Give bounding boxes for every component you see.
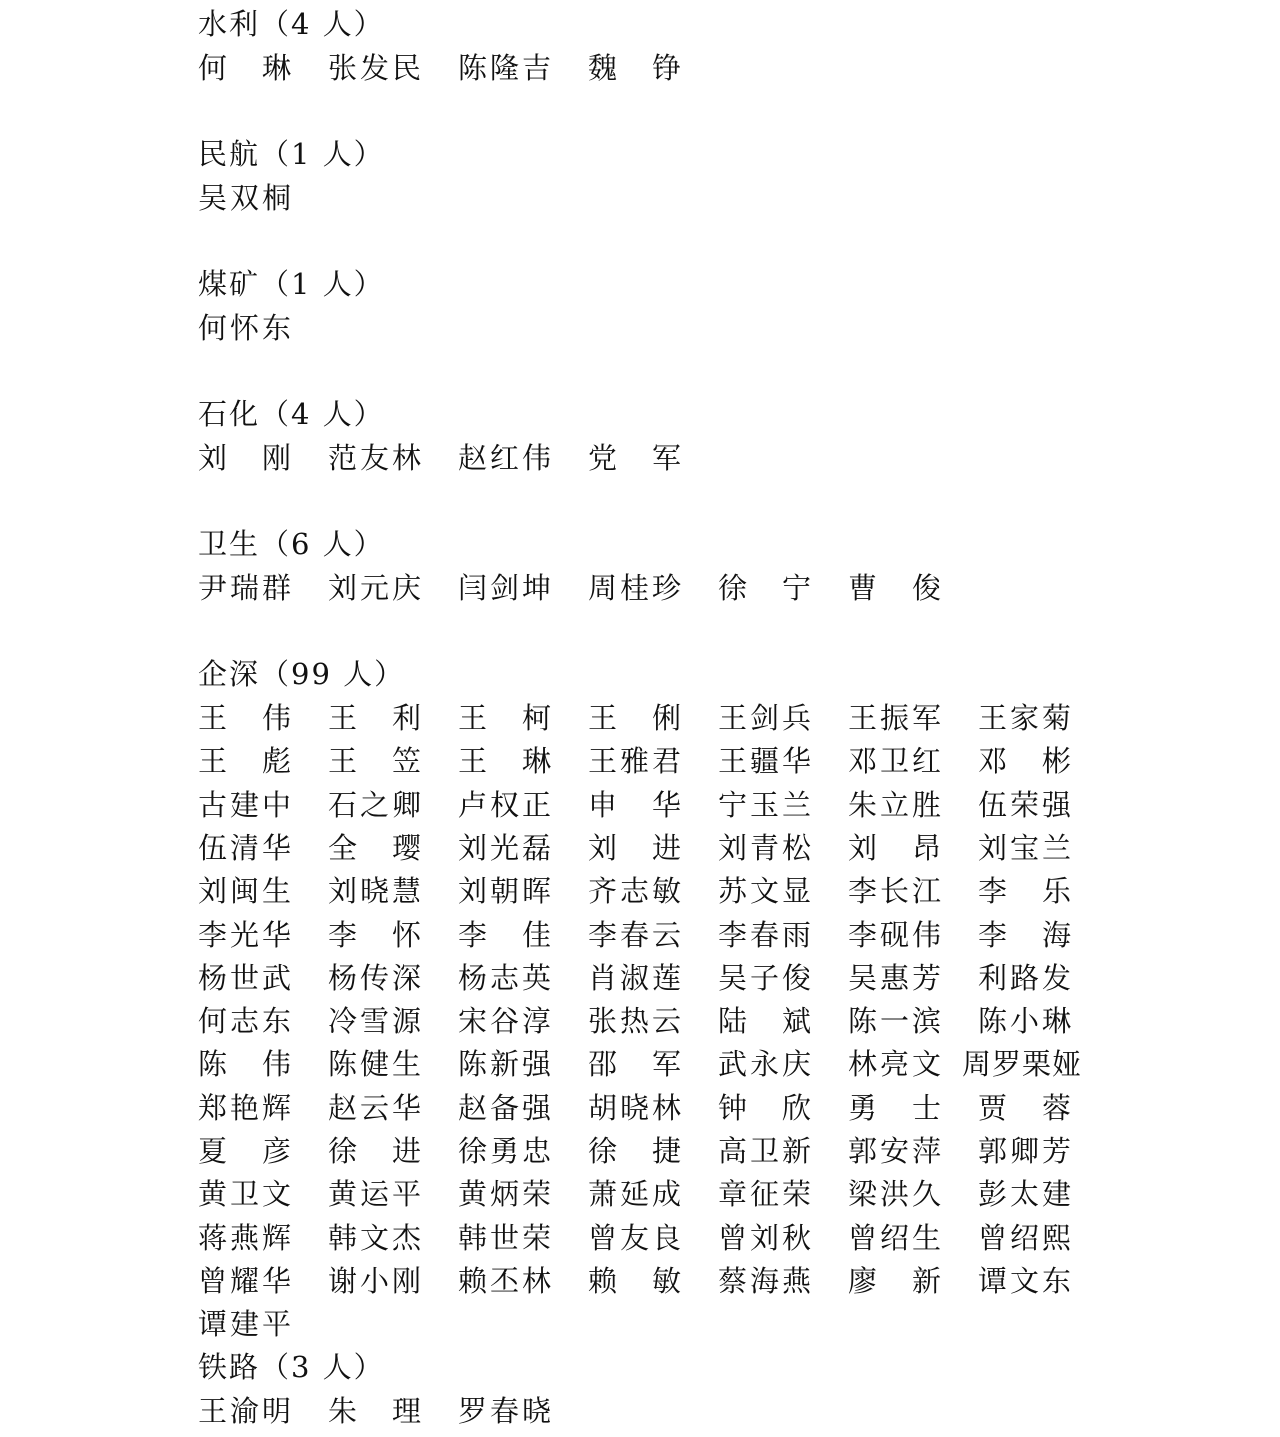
section-heading-aviation: 民航（1 人）: [198, 137, 385, 171]
person-name: 萧延成: [588, 1177, 685, 1211]
person-name: 陈隆吉: [458, 51, 555, 85]
person-name: 郑艳辉: [198, 1091, 295, 1125]
person-name: 王家菊: [978, 701, 1075, 735]
person-name: 谭建平: [198, 1307, 295, 1341]
person-name: 高卫新: [718, 1134, 815, 1168]
person-name: 黄卫文: [198, 1177, 295, 1211]
person-name: 曾刘秋: [718, 1221, 815, 1255]
person-name: 王振军: [848, 701, 945, 735]
person-name: 黄炳荣: [458, 1177, 555, 1211]
person-name: 韩文杰: [328, 1221, 425, 1255]
person-name: 闫剑坤: [458, 571, 555, 605]
person-name: 赵云华: [328, 1091, 425, 1125]
person-name: 邓卫红: [848, 744, 945, 778]
person-name: 杨世武: [198, 961, 295, 995]
person-name: 陆 斌: [718, 1004, 815, 1038]
person-name: 勇 士: [848, 1091, 945, 1125]
person-name: 石之卿: [328, 788, 425, 822]
person-name: 曾友良: [588, 1221, 685, 1255]
person-name: 郭安萍: [848, 1134, 945, 1168]
section-heading-petrochem: 石化（4 人）: [198, 397, 385, 431]
person-name: 罗春晓: [458, 1394, 555, 1428]
person-name: 梁洪久: [848, 1177, 945, 1211]
person-name: 曹 俊: [848, 571, 945, 605]
person-name: 王 利: [328, 701, 425, 735]
person-name: 贾 蓉: [978, 1091, 1075, 1125]
person-name: 钟 欣: [718, 1091, 815, 1125]
person-name: 宁玉兰: [718, 788, 815, 822]
person-name: 周罗栗娅: [962, 1047, 1083, 1081]
person-name: 张热云: [588, 1004, 685, 1038]
person-name: 廖 新: [848, 1264, 945, 1298]
person-name: 曾耀华: [198, 1264, 295, 1298]
person-name: 赵红伟: [458, 441, 555, 475]
section-heading-water: 水利（4 人）: [198, 7, 385, 41]
person-name: 陈小琳: [978, 1004, 1075, 1038]
person-name: 王 彪: [198, 744, 295, 778]
person-name: 夏 彦: [198, 1134, 295, 1168]
person-name: 利路发: [978, 961, 1075, 995]
person-name: 赖 敏: [588, 1264, 685, 1298]
person-name: 王疆华: [718, 744, 815, 778]
person-name: 徐勇忠: [458, 1134, 555, 1168]
person-name: 徐 捷: [588, 1134, 685, 1168]
person-name: 武永庆: [718, 1047, 815, 1081]
person-name: 彭太建: [978, 1177, 1075, 1211]
person-name: 周桂珍: [588, 571, 685, 605]
person-name: 陈 伟: [198, 1047, 295, 1081]
person-name: 刘 进: [588, 831, 685, 865]
person-name: 吴子俊: [718, 961, 815, 995]
person-name: 赖丕林: [458, 1264, 555, 1298]
person-name: 曾绍生: [848, 1221, 945, 1255]
person-name: 李光华: [198, 918, 295, 952]
person-name: 王 琳: [458, 744, 555, 778]
person-name: 赵备强: [458, 1091, 555, 1125]
person-name: 范友林: [328, 441, 425, 475]
person-name: 徐 进: [328, 1134, 425, 1168]
person-name: 刘朝晖: [458, 874, 555, 908]
person-name: 肖淑莲: [588, 961, 685, 995]
person-name: 古建中: [198, 788, 295, 822]
person-name: 章征荣: [718, 1177, 815, 1211]
person-name: 刘光磊: [458, 831, 555, 865]
person-name: 刘宝兰: [978, 831, 1075, 865]
person-name: 蔡海燕: [718, 1264, 815, 1298]
person-name: 陈新强: [458, 1047, 555, 1081]
person-name: 刘闽生: [198, 874, 295, 908]
person-name: 邵 军: [588, 1047, 685, 1081]
person-name: 刘 刚: [198, 441, 295, 475]
person-name: 刘 昂: [848, 831, 945, 865]
person-name: 王剑兵: [718, 701, 815, 735]
section-heading-health: 卫生（6 人）: [198, 527, 385, 561]
person-name: 李 佳: [458, 918, 555, 952]
person-name: 陈一滨: [848, 1004, 945, 1038]
section-heading-enterprise: 企深（99 人）: [198, 657, 406, 691]
person-name: 刘晓慧: [328, 874, 425, 908]
person-name: 王雅君: [588, 744, 685, 778]
person-name: 王渝明: [198, 1394, 295, 1428]
person-name: 郭卿芳: [978, 1134, 1075, 1168]
person-name: 蒋燕辉: [198, 1221, 295, 1255]
person-name: 谢小刚: [328, 1264, 425, 1298]
person-name: 陈健生: [328, 1047, 425, 1081]
person-name: 王 柯: [458, 701, 555, 735]
section-heading-coal: 煤矿（1 人）: [198, 267, 385, 301]
person-name: 何 琳: [198, 51, 295, 85]
person-name: 苏文显: [718, 874, 815, 908]
person-name: 杨传深: [328, 961, 425, 995]
person-name: 林亮文: [848, 1047, 945, 1081]
person-name: 李 乐: [978, 874, 1075, 908]
person-name: 王 伟: [198, 701, 295, 735]
person-name: 谭文东: [978, 1264, 1075, 1298]
person-name: 何志东: [198, 1004, 295, 1038]
person-name: 党 军: [588, 441, 685, 475]
person-name: 全 璎: [328, 831, 425, 865]
person-name: 李长江: [848, 874, 945, 908]
person-name: 齐志敏: [588, 874, 685, 908]
person-name: 刘元庆: [328, 571, 425, 605]
person-name: 胡晓林: [588, 1091, 685, 1125]
person-name: 魏 铮: [588, 51, 685, 85]
person-name: 李春雨: [718, 918, 815, 952]
person-name: 朱 理: [328, 1394, 425, 1428]
person-name: 何怀东: [198, 311, 295, 345]
person-name: 卢权正: [458, 788, 555, 822]
section-heading-railway: 铁路（3 人）: [198, 1350, 385, 1384]
person-name: 张发民: [328, 51, 425, 85]
person-name: 李 海: [978, 918, 1075, 952]
person-name: 尹瑞群: [198, 571, 295, 605]
person-name: 吴惠芳: [848, 961, 945, 995]
person-name: 李 怀: [328, 918, 425, 952]
person-name: 刘青松: [718, 831, 815, 865]
person-name: 李砚伟: [848, 918, 945, 952]
person-name: 杨志英: [458, 961, 555, 995]
person-name: 徐 宁: [718, 571, 815, 605]
person-name: 韩世荣: [458, 1221, 555, 1255]
person-name: 伍荣强: [978, 788, 1075, 822]
person-name: 吴双桐: [198, 181, 295, 215]
person-name: 宋谷淳: [458, 1004, 555, 1038]
person-name: 伍清华: [198, 831, 295, 865]
person-name: 李春云: [588, 918, 685, 952]
person-name: 黄运平: [328, 1177, 425, 1211]
person-name: 朱立胜: [848, 788, 945, 822]
person-name: 邓 彬: [978, 744, 1075, 778]
person-name: 王 俐: [588, 701, 685, 735]
person-name: 申 华: [588, 788, 685, 822]
person-name: 冷雪源: [328, 1004, 425, 1038]
person-name: 曾绍熙: [978, 1221, 1075, 1255]
person-name: 王 笠: [328, 744, 425, 778]
